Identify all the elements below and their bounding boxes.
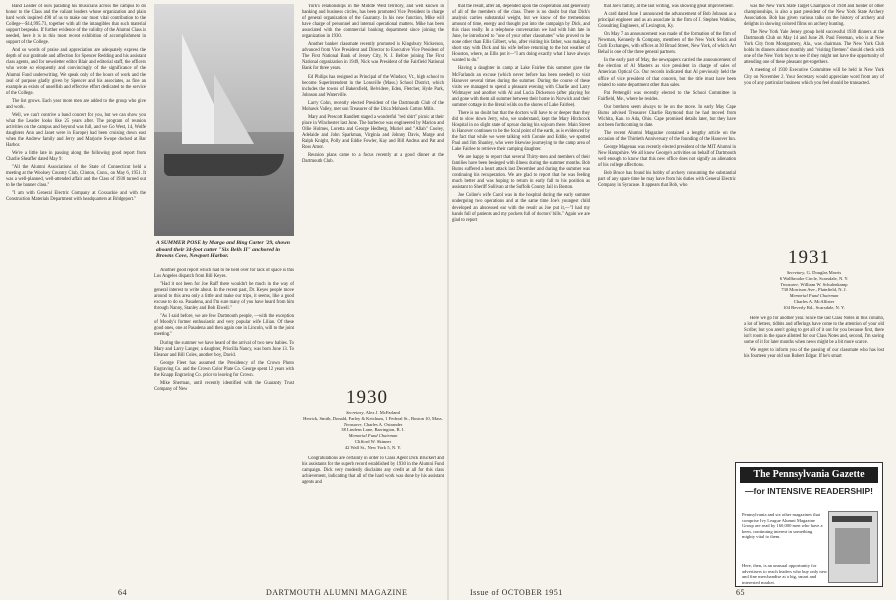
magazine-cover-thumbnail (828, 511, 878, 583)
paragraph: In the early part of May, the newspapers carried the announcement of the election of Al Masters as vice president in charge of sales of American Optical Co. Our records indicated that Al previously held the office of vice president of that concern, but the title must have been related to some department other than sales. (598, 58, 736, 88)
ad-body-secondary: Here, then, is an unusual opportunity for advertisers to reach leaders who buy only new and fine merchandise at a big, smart and interested market. (742, 563, 828, 585)
officer-role: Secretary (786, 270, 805, 275)
paragraph: The recent Alumni Magazine contained a lengthy article on the occasion of the Thirtieth Anniversary of the founding of the Hanover Inn. (598, 130, 736, 142)
paragraph: Pat Pettengill was recently elected to the School Committee in Fairfield, Me., where he resides. (598, 90, 736, 102)
page-number-left: 64 (118, 588, 127, 597)
officer-name: G. Douglas Morris (806, 270, 842, 275)
paragraph: There is no doubt but that the doctors will have to or deeper than they did to slow down Jerry, who, we understand, kept the Mary Hitchcock Hospital in no slight state of uproar during his sojourn there. Main Street in Hanover continues to be the focal point of the earth, as is evidenced by the fact that while we were talking with Connie and Eddie, we spotted Paul and Jim Shanley, who were likewise journeying to the camp area of Lake Fairlee to retrieve their camping daughter. (452, 110, 590, 153)
class-year-heading: 1930 (346, 387, 388, 408)
officer-address: 730 Morrison Ave., Plainfield, N. J. (781, 287, 847, 293)
paragraph: George Magenau was recently elected president of the MIT Alumni in New Hampshire. We all know George's activities on behalf of Dartmouth well enough to know that this new office does not signify an alienation of his college affections. (598, 144, 736, 169)
paragraph: And so words of praise and appreciation are adequately express the depth of our gratitude and affection for Spencer Redding and his assistant class agents, and for newsletter editor Blair and editorial staff, the officers who wrote so eloquently and convincingly of the significance of the Alumni Fund underwriting. We speak only of the hours of work and the zeal of purpose gladly given by Spencer and his associates, as fine an example as exists of unselfish and effective effort dedicated to the service of the College. (6, 48, 146, 96)
cover-image (835, 528, 870, 564)
left-column-2 (154, 268, 294, 586)
paragraph: Larry Cohn, recently elected President of the Dartmouth Club of the Mohawk Valley, met son Treasurer of the Utica Mohawk Cotton Mills. (302, 100, 444, 112)
officer-address: Herrick, Smith, Donald, Farley & Ketchum, 1 Federal St., Boston 10, Mass. (303, 415, 443, 421)
photo-water (154, 132, 294, 236)
paragraph: A card dated June 1 announced the advancement of Bob Johnson as a principal engineer and as an associate in the firm of J. Stephen Watkins, Consulting Engineers, of Lexington, Ky. (598, 12, 736, 30)
paragraph: Another banker classmate recently promoted is Kingsbury Nickerson, advanced from Vice President and Director to Executive Vice President of The First National Bank of Jersey City, N. J. Before joining The First National organization in 1949, Nick was President of the Fairfield National Bank for three years. (302, 42, 444, 72)
paragraph: Band Leader of ours parading his musicians across the campus to do honor to the Class and the valiant leaders whose organization and plain hard work inspired 498 of us to make our most vital contribution to the College—$14,995.73, together with all the intangibles that such material support bespeaks. If further evidence of the validity of the Alumni Class is needed, here it is in this most recent exhibition of accomplishment in support of the College. (6, 4, 146, 46)
pennsylvania-gazette-ad (735, 462, 883, 587)
paragraph: Mary and Prescott Randlett staged a wonderful "red shirt" picnic at their place in Winchester last June. The barbecue was engineered by Marion and Ollie Holmes, Loretta and George Hedberg, Muriel and "Allah" Cooley, Adelaide and John Sparkman, Virginia and Johnny Davis, Marge and Ralph Knight, Polly and Eddie Fowler, Kay and Bill Andrus and Pat and Ross Amor. (302, 114, 444, 151)
paragraph: We are happy to report that several Thirty-men and members of their families have been besieged with illness during the summer months. Bob Burns suffered a heart attack last December and during the summer was continuing his recuperation. We are glad to report that he was feeling much better and was hoping to return in early fall to his position as assistant to Sheriff Sullivan at the Suffolk County Jail in Boston. (452, 155, 590, 191)
paragraph: Another good report which had to be held over for lack of space is this Los Angeles dispatch from Bill Keyes. (154, 268, 294, 280)
sailboat-photo (154, 4, 294, 236)
paragraph: "I am with General Electric Company at Coxsackie and with the Construction Materials Department with headquarters at Bridgeport." (6, 191, 146, 203)
page-gutter (447, 0, 449, 600)
officer-role: Treasurer (343, 421, 362, 427)
paragraph: Well, we can't contrive a band concert for you, but we can show you what the Leader looks like 25 years after. The program of reunion activities on the campus and beyond was full, and we Go West, 14, Wolfe daughters Ann and Janet were in Europe) had been cruising down east when the Andrew family and Jerry and Marjorie Swope docked at Bar Harbor. (6, 112, 146, 149)
paragraph: that Joe's family, at the last writing, was showing great improvement. (604, 4, 734, 9)
class-officers (744, 270, 884, 311)
left-column-1 (6, 4, 146, 586)
paragraph: A meeting of 1930 Executive Committee will be held in New York City on November 2. Your Secretary would appreciate word from any of you of any particular business which you feel should be transacted. (744, 68, 884, 86)
paragraph: We regret to inform you of the passing of our classmate who has lost his fourteen year old son Robert Edgar. If he's smart (744, 348, 884, 360)
paragraph: Congratulations are certainly in order to Class Agent Dick Bruckert and his assistants for the superb record established by 1930 in the Alumni Fund campaign. Dick very modestly disclaims any credit at all for this class achievement, indicating that all of the hard work was done by his assistant agents and (302, 456, 444, 486)
paragraph: Having a daughter in camp at Lake Fairlee this summer gave the McFarlands an excuse (which never before has been needed) to visit Hanover several times during the summer. During the course of these visits we managed to spend a pleasant evening with Charlie and Larry Widmayer and another with Al and Lucia Dickerson (after playing for and gone with them all summer between their home in Norwich and their summer cottage in the literal wilds on the shores of Lake Fairlee). (452, 66, 590, 108)
officer-name: William W. Schulenkamp (800, 281, 848, 287)
ad-subtitle: —for INTENSIVE READERSHIP! (745, 486, 873, 496)
officer-address: 6 Wallbrooke Circle, Scarsdale, N. Y. (779, 275, 849, 281)
paragraph: "As I said before, we are few Dartmouth people, —with the exception of Moody's former enthusiastic and very popular wife Lilian. Of these good ones, one at Pasadena and then again one in Lincoln, will to the joint meeting." (154, 314, 294, 338)
officer-role: Memorial Fund Chairman (348, 433, 398, 439)
officer-name: Charles A. McAllister (793, 298, 835, 304)
paragraph: Ed Philips has resigned as Principal of the Windsor, Vt., high school to become Superintendent in the Lonsville (Mass.) School District, which includes the towns of Bakersfield, Belvidere, Eden, Fletcher, Hyde Park, Johnson and Waterville. (302, 74, 444, 98)
magazine-name: DARTMOUTH ALUMNI MAGAZINE (266, 588, 408, 597)
jib-shape (214, 74, 254, 144)
left-page (6, 4, 444, 589)
paragraph: Reunion plans came to a focus recently at a good dinner at the Dartmouth Club. (302, 153, 444, 165)
paragraph: was the New York State Target Champion of 1948 and holder of other championships, is also a past president of the New York State Archery Association. Bob has given various talks on the history of archery and delights in showing colored films on archery hunting. (744, 4, 884, 28)
officer-address: 38 Lindens Lane, Barrington, R. I. (341, 427, 405, 433)
ad-body: Pennsylvania and six other magazines that comprise Ivy League Alumni Magazine Group are read by 160,000 men who have a keen, continuing interest in something mighty vital to them. (742, 512, 823, 540)
paragraph: Mike Sherman, until recently identified with the Guaranty Trust Company of New (154, 380, 294, 392)
paragraph: Here we go for another year. Since the last Class Notes in this column, a lot of letters, tidbits and offerings have come to the attention of your old Scribe; but you aren't going to get all of it out for you because first, there isn't room in the space allotted for our Class Notes and, second, I'm saving some of it for later months when news might be a bit more scarce. (744, 316, 884, 346)
issue-date: Issue of OCTOBER 1951 (470, 588, 563, 597)
paragraph: "Had it not been for Joe Raff there wouldn't be much in the way of general interest to write about. In the recent past, Dr. Keyes people move around to this area only a little and make our trips, it seems, like a good excuse to do so. Pasadena, and I'm sure many of you have heard from him through Nanny, Stanley and Bob Elwell." (154, 282, 294, 312)
officer-name: Alex J. McFarland (365, 410, 400, 415)
officer-name: Charles A. Ostrander (363, 421, 403, 427)
officer-entry: Secretary, G. Douglas Morris (786, 270, 842, 275)
officer-address: 42 Wall St., New York 5, N. Y. (344, 444, 402, 450)
paragraph: We're a little late in passing along the following good report from Charlie Sheaffer dated May 9: (6, 151, 146, 163)
class-officers (302, 410, 444, 451)
paragraph: "All the Alumni Associations of the State of Connecticut held a meeting at the Woolsey Country Club, Clinton, Conn., on May 6, 1951. It was a well-planned, well-attended affair and the Class of 1930 turned out to be the banner class." (6, 165, 146, 189)
officer-address: 104 Beverly Rd., Scarsdale, N. Y. (783, 304, 845, 310)
officer-role: Secretary (346, 410, 364, 415)
officer-name: Clifford W. Skinner (354, 438, 392, 444)
page-number-right: 65 (736, 588, 745, 597)
paragraph: The list grows. Each year more men are added to the group who give and work. (6, 98, 146, 110)
officer-role: Memorial Fund Chairman (789, 293, 839, 299)
officer-entry: Secretary, Alex J. McFarland (346, 410, 400, 415)
photo-caption: A SUMMER POSE by Margo and Bing Carter '29, shown aboard their 34-foot cutter "Six Bells II" anchored in Browns Cove, Newport Harbor. (156, 240, 290, 260)
officer-entry: Treasurer, Charles A. Ostrander (343, 421, 403, 427)
officer-role: Treasurer (780, 281, 799, 287)
right-column-1 (452, 4, 590, 586)
paragraph: York's relationships in the Middle West territory, and well known in banking and business circles, has been promoted Vice President in charge of general organization of the Guaranty. In his new function, Mike will have charge of personnel and internal operational matters. Mike has been associated with the commercial banking department since joining the organization in 1930. (302, 4, 444, 40)
cover-masthead (832, 516, 872, 522)
class-year-heading: 1931 (788, 247, 830, 268)
paragraph: On May 7 an announcement was made of the formation of the firm of Newman, Kennedy & Company, members of the New York Stock and Curb Exchanges, with offices at 30 Broad Street, New York, of which Art Behal is one of the three general partners. (598, 32, 736, 56)
paragraph: Joe Coline's wife Carol was in the hospital during the early summer undergoing two operations and at the same time Joe's youngest child developed an abscessed ear with the result as Joe put it,—"I had my hands full of patients and my pockets full of doctors' bills." Again we are glad to report (452, 193, 590, 223)
paragraph: During the summer we have heard of the arrival of two new babies. To Mary and Larry Langer, a daughter, Priscilla Nancy, was born June 13. To Eleanor and Bill Coles, another boy, David. (154, 340, 294, 358)
paragraph: George Fleet has assumed the Presidency of the Crown Photo Engraving Co. and the Crown Color Plate Co. George spent 12 years with the Knapp Engraving Co. prior to leaving for Crown. (154, 360, 294, 378)
right-column-2 (598, 4, 736, 586)
right-column-3-lower (744, 316, 884, 458)
right-column-3 (744, 4, 884, 226)
left-column-3 (302, 4, 444, 384)
left-column-3-lower (302, 456, 444, 586)
paragraph: The New York Yale Jersey group held successful 1930 dinners at the Dartmouth Club on May 14 and June 28. Paul Freeman, who is at New York City from Montgomery, Ala., was chairman. The New York Club holds its dinners almost monthly and "visiting firemen" should check with one of the New York boys to see if they might not have the opportunity of attending one of these pleasant get-togethers. (744, 30, 884, 66)
boat-hull (164, 154, 284, 176)
officer-entry: Treasurer, William W. Schulenkamp (780, 281, 848, 287)
paragraph: that the result, after all, depended upon the cooperation and generosity of all of the members of the class. There is no doubt but that Dick's analysis carries substantial weight, but we know of the tremendous amount of time, energy and thought put into the campaign by Dick, and this class really. In a telephone conversation we had with him late in June, he introduced to "one of your other classmates" who proved to be none other than Ellis Gilbert, who, after visiting his father, was making a short stay with Dick and his wife before returning to the hot weather of Houston, where, as Ellis put it—"I am doing exactly what I have always wanted to do." (452, 4, 590, 64)
paragraph: Bob Bruce has found his hobby of archery consuming the substantial part of any spare time he may have from his duties with General Electric Company in Syracuse. It appears that Bob, who (598, 171, 736, 189)
paragraph: Our brethren seem always to be on the move. In early May Cape Burns advised Treasurer Charlie Raymond that he had moved from Wichita, Kan. to Ada, Ohio. Cape promised details later, but they have not been forthcoming to date. (598, 104, 736, 128)
ad-title: The Pennsylvania Gazette (740, 467, 878, 483)
